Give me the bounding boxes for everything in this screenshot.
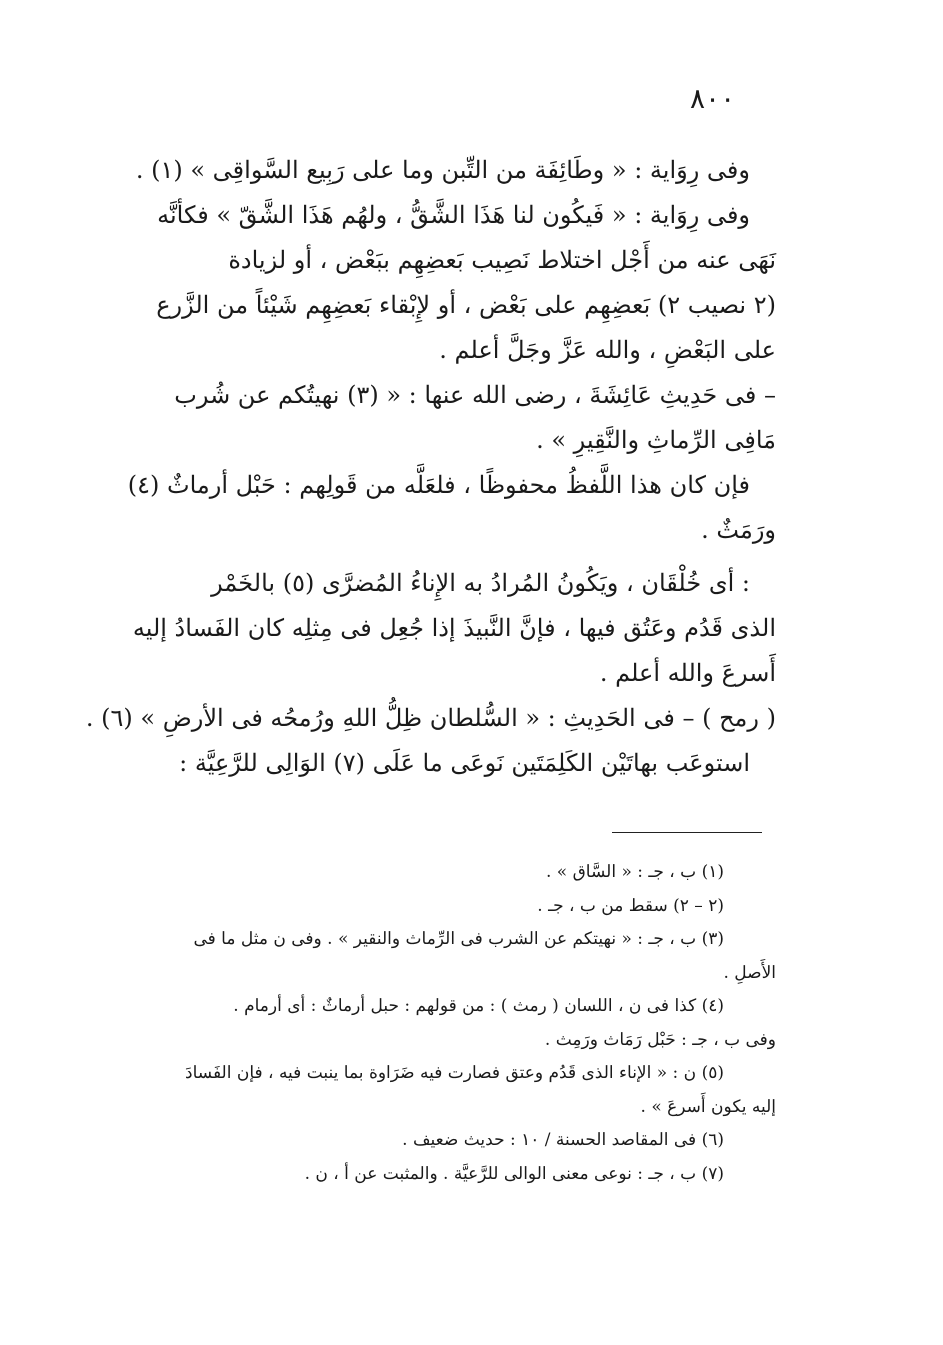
footnote-line: (٧) ب ، جـ : نوعى معنى الوالى للرَّعيَّة . والمثبت عن أ ، ن .: [304, 1163, 724, 1184]
footnote-separator: [612, 832, 762, 833]
text-line: أَسرعَ والله أعلم .: [599, 659, 776, 687]
main-text: [85, 148, 776, 786]
text-line: ورَمَثٌ .: [701, 516, 776, 544]
text-line: وفى رِوَاية : « وطَائِفَة من التِّبن وما على رَبِيع السَّواقِى » (١) .: [135, 156, 750, 184]
footnote-line: (٦) فى المقاصد الحسنة / ١٠ : حديث ضعيف .: [402, 1130, 724, 1150]
text-line: على البَعْضِ ، والله عَزَّ وجَلَّ أعلم .: [439, 336, 776, 364]
page-number: ٨٠٠: [690, 82, 736, 115]
text-line: الذى قَدُم وعَتُق فيها ، فإنَّ النَّبيذَ إذا جُعِل فى مِثلِه كان الفَسادُ إليه: [132, 614, 776, 642]
footnote-line: وفى ب ، جـ : حَبْل رَمَاث ورَمِث .: [544, 1029, 776, 1050]
text-line: استوعَب بهاتَيْن الكَلِمَتَين نَوعَى ما عَلَى (٧) الوَالِى للرَّعِيَّة :: [179, 749, 750, 777]
footnote-line: (٥) ن : « الإناء الذى قَدُم وعتق فصارت فيه ضَرَاوة بما ينبت فيه ، فإن الفَسادَ: [185, 1063, 724, 1083]
text-line: (٢ نصيب ٢) بَعضِهِم على بَعْض ، أو لإِبْقاء بَعضِهِم شَيْئاً من الزَّرع: [156, 291, 776, 319]
text-line: : أى خُلْقَان ، ويَكُونُ المُرادُ به الإِناءُ المُضرَّى (٥) بالخَمْر: [211, 569, 750, 597]
footnotes: [100, 856, 776, 1191]
footnote-line: (١) ب ، جـ : « السَّاق » .: [546, 862, 724, 882]
text-line: ( رمح ) – فى الحَدِيثِ : « السُّلطان ظِلُّ اللهِ ورُمحُه فى الأرضِ » (٦) .: [85, 704, 776, 732]
text-line: نَهَى عنه من أَجْل اختلاط نَصِيب بَعضِهِم ببَعْض ، أو لزيادة: [228, 246, 776, 274]
footnote-line: الأَصلِ .: [723, 962, 776, 983]
footnote-line: (٤) كذا فى ن ، اللسان ( رمث ) : من قولهم : حبل أرماثٌ : أى أرمام .: [233, 996, 724, 1016]
text-line: وفى رِوَاية : « فَيكُون لنا هَذَا الشَّقُّ ، ولهُم هَذَا الشَّقّ » فكأنَّه: [157, 201, 750, 229]
text-line: – فى حَدِيثِ عَائِشَةَ ، رضى الله عنها : « (٣) نهيتُكم عن شُرب: [174, 381, 776, 409]
text-line: مَافِى الرِّماثِ والنَّقِيرِ » .: [536, 426, 776, 454]
footnote-line: إليه يكون أَسرعَ » .: [640, 1096, 776, 1117]
text-line: فإن كان هذا اللَّفظُ محفوظًا ، فلعَلَّه من قَولِهم : حَبْل أرماثٌ (٤): [127, 471, 750, 499]
footnote-line: (٢ – ٢) سقط من ب ، جـ .: [537, 895, 724, 916]
footnote-line: (٣) ب ، جـ : « نهيتكم عن الشرب فى الرِّماث والنقير » . وفى ن مثل ما فى: [193, 929, 724, 949]
